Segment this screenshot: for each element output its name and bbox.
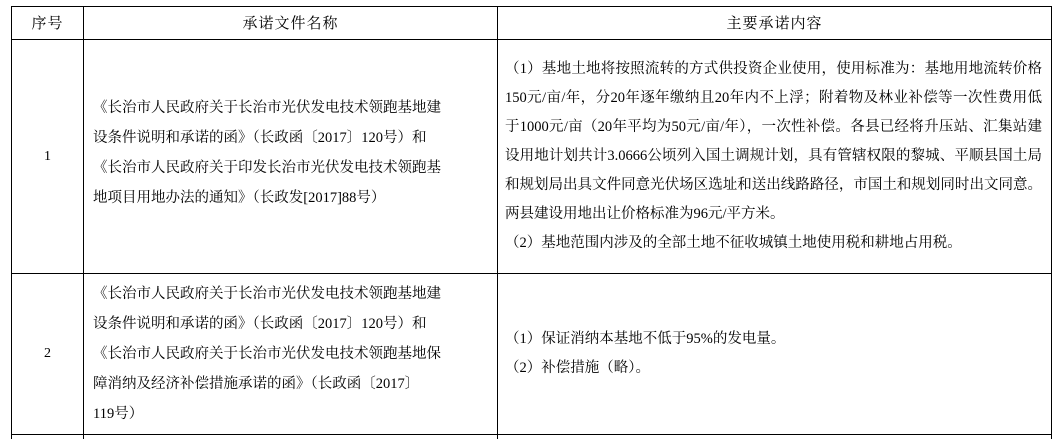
document-name-line: 设条件说明和承诺的函》（长政函〔2017〕120号）和 [93,316,427,332]
table-row [12,40,1052,274]
row-number: 2 [44,346,51,361]
commitment-content-empty [498,435,1051,439]
document-name-line: 设条件说明和承诺的函》（长政函〔2017〕120号）和 [93,129,427,146]
table-header [12,7,1052,40]
header-label-content: 主要承诺内容 [726,15,823,32]
commitment-table [11,6,1052,439]
document-name-line: 《长治市人民政府关于长治市光伏发电技术领跑基地保 [93,346,441,362]
document-name-block [84,93,497,221]
row-number-empty [12,435,83,439]
document-name-line: 障消纳及经济补偿措施承诺的函》（长政函〔2017〕 [93,376,420,392]
commitment-paragraph: （2）补偿措施（略）。 [505,360,650,376]
document-name-line: 《长治市人民政府关于印发长治市光伏发电技术领跑基 [93,159,441,176]
document-name-line: 《长治市人民政府关于长治市光伏发电技术领跑基地建 [93,99,441,116]
row-cell-name [84,274,498,435]
table-body [12,40,1052,439]
commitment-content-block [498,47,1051,266]
row-cell-content [498,435,1052,439]
header-cell-content [498,7,1052,40]
row-cell-no [12,40,84,274]
document-name-line: 地项目用地办法的通知》（长政发[2017]88号） [93,189,386,206]
row-cell-no [12,274,84,435]
row-number: 1 [44,148,51,164]
commitment-paragraph: （1）保证消纳本基地不低于95%的发电量。 [505,331,786,347]
row-cell-content [498,274,1052,435]
header-cell-name [84,7,498,40]
commitment-content-block [498,317,1051,391]
table-row [12,274,1052,435]
header-label-no: 序号 [31,15,64,32]
document-name-line: 《长治市人民政府关于长治市光伏发电技术领跑基地建 [93,286,441,302]
row-cell-no [12,435,84,439]
row-cell-name [84,40,498,274]
header-cell-no [12,7,84,40]
commitment-paragraph: （2）基地范围内涉及的全部土地不征收城镇土地使用税和耕地占用税。 [505,235,962,251]
document-name-block [84,271,497,437]
header-label-name: 承诺文件名称 [242,15,339,32]
commitment-paragraph: （1）基地土地将按照流转的方式供投资企业使用，使用标准为：基地用地流转价格150元/亩/年，分20年逐年缴纳且20年内不上浮；附着物及林业补偿等一次性费用低于1000元/亩（20年平均为50元/亩/年），一次性补偿。各县已经将升压站、汇集站建设用地计划共计3.0666公顷列入国土调规计划，具有管辖权限的黎城、平顺县国土局和规划局出具文件同意光伏场区选址和送出线路路径，市国土和规划同时出文同意。两县建设用地出让价格标准为96元/平方米。 [505,61,1042,222]
table-header-row [12,7,1052,40]
row-cell-content [498,40,1052,274]
document-name-line: 119号） [93,406,144,422]
